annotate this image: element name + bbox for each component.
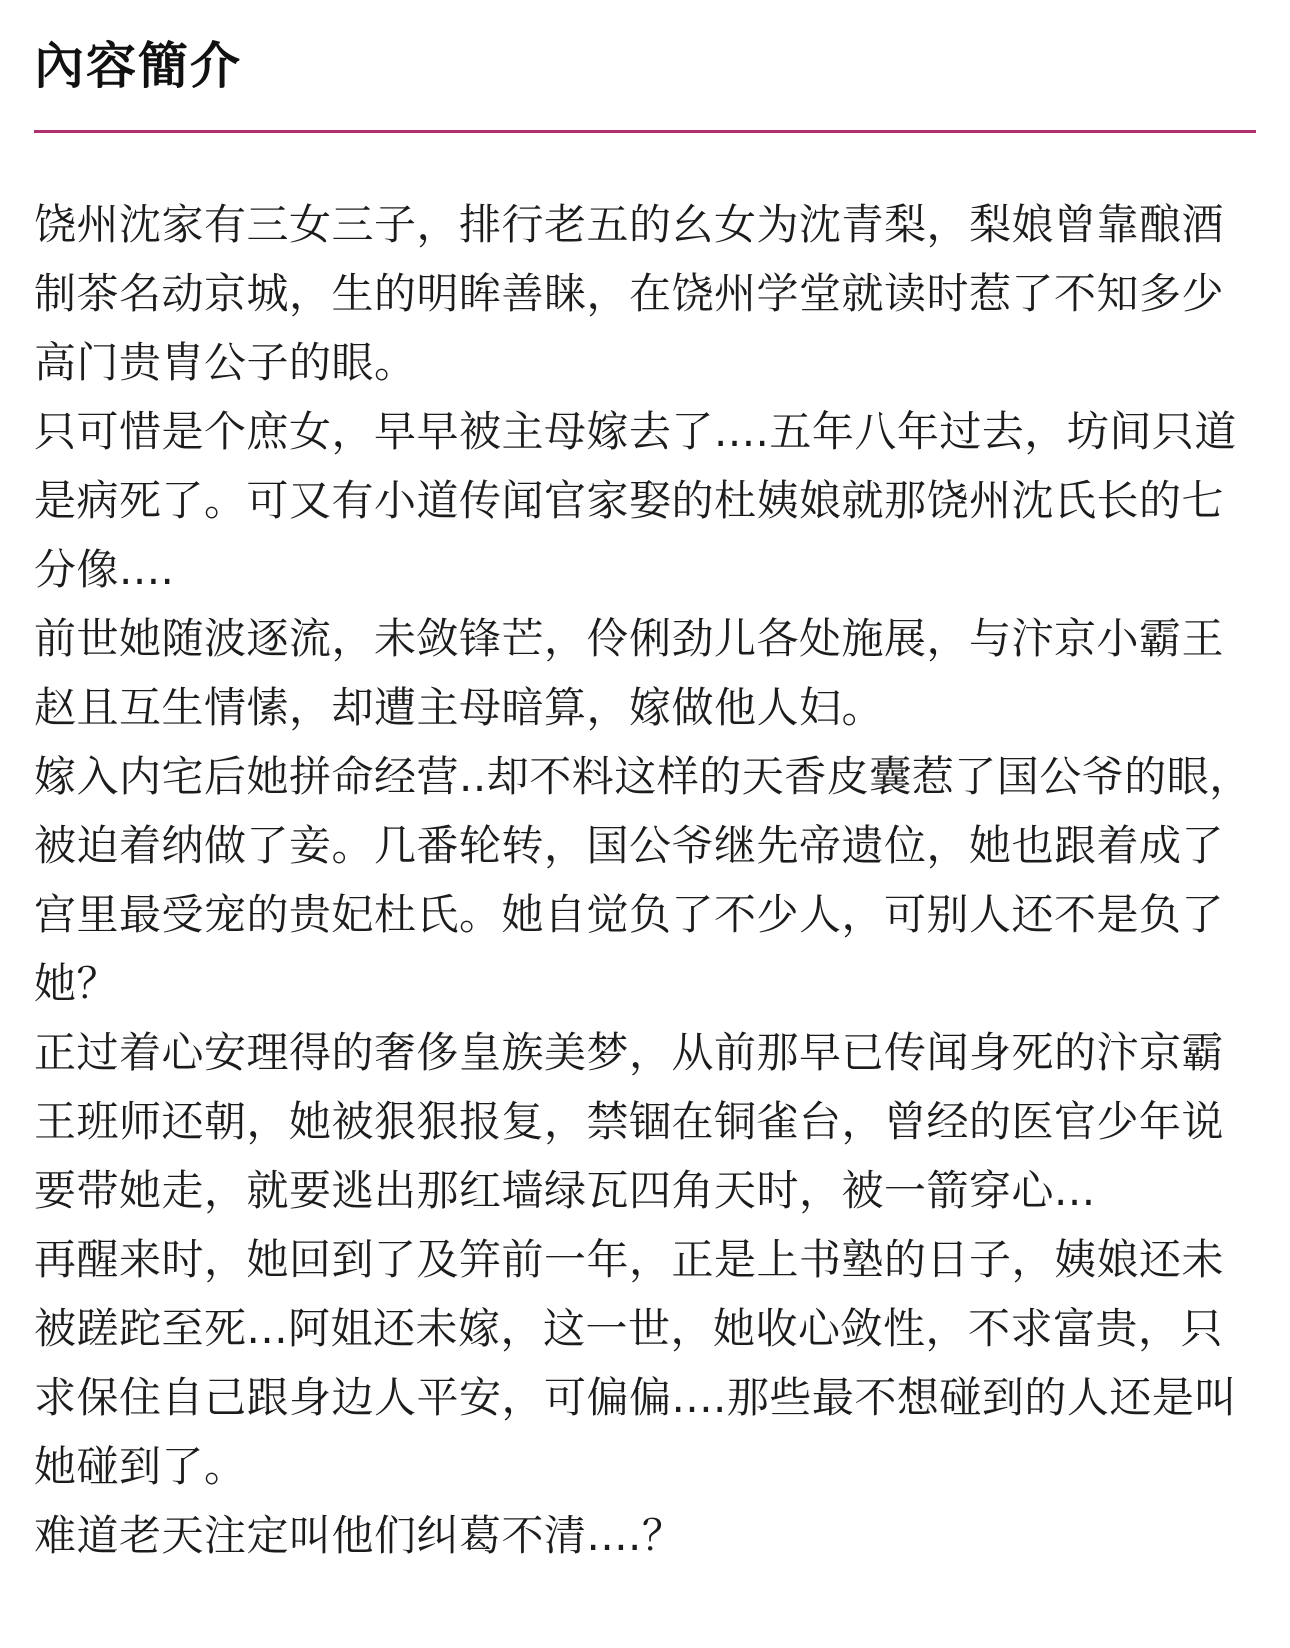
title-divider bbox=[34, 130, 1256, 133]
synopsis-paragraph: 正过着心安理得的奢侈皇族美梦，从前那早已传闻身死的汴京霸王班师还朝，她被狠狠报复，禁锢在铜雀台，曾经的医官少年说要带她走，就要逃出那红墙绿瓦四角天时，被一箭穿心... bbox=[34, 1028, 1225, 1215]
synopsis-paragraph: 再醒来时，她回到了及笄前一年，正是上书塾的日子，姨娘还未被蹉跎至死...阿姐还未嫁，这一世，她收心敛性，不求富贵，只求保住自己跟身边人平安，可偏偏....那些最不想碰到的人还是叫她碰到了。 bbox=[34, 1235, 1237, 1491]
synopsis-paragraph: 前世她随波逐流，未敛锋芒，伶俐劲儿各处施展，与汴京小霸王赵且互生情愫，却遭主母暗算，嫁做他人妇。 bbox=[34, 614, 1225, 732]
synopsis-paragraph: 嫁入内宅后她拼命经营..却不料这样的天香皮囊惹了国公爷的眼，被迫着纳做了妾。几番轮转，国公爷继先帝遗位，她也跟着成了宫里最受宠的贵妃杜氏。她自觉负了不少人，可别人还不是负了她？ bbox=[34, 752, 1252, 1008]
synopsis-content bbox=[34, 190, 1256, 1570]
synopsis-paragraph: 饶州沈家有三女三子，排行老五的幺女为沈青梨，梨娘曾靠酿酒制茶名动京城，生的明眸善睐，在饶州学堂就读时惹了不知多少高门贵胄公子的眼。 bbox=[34, 200, 1225, 387]
header bbox=[34, 34, 1256, 98]
page-title: 內容簡介 bbox=[34, 37, 242, 95]
synopsis-paragraph: 难道老天注定叫他们纠葛不清....？ bbox=[34, 1511, 685, 1560]
synopsis-paragraph: 只可惜是个庶女，早早被主母嫁去了....五年八年过去，坊间只道是病死了。可又有小道传闻官家娶的杜姨娘就那饶州沈氏长的七分像.... bbox=[34, 407, 1237, 594]
